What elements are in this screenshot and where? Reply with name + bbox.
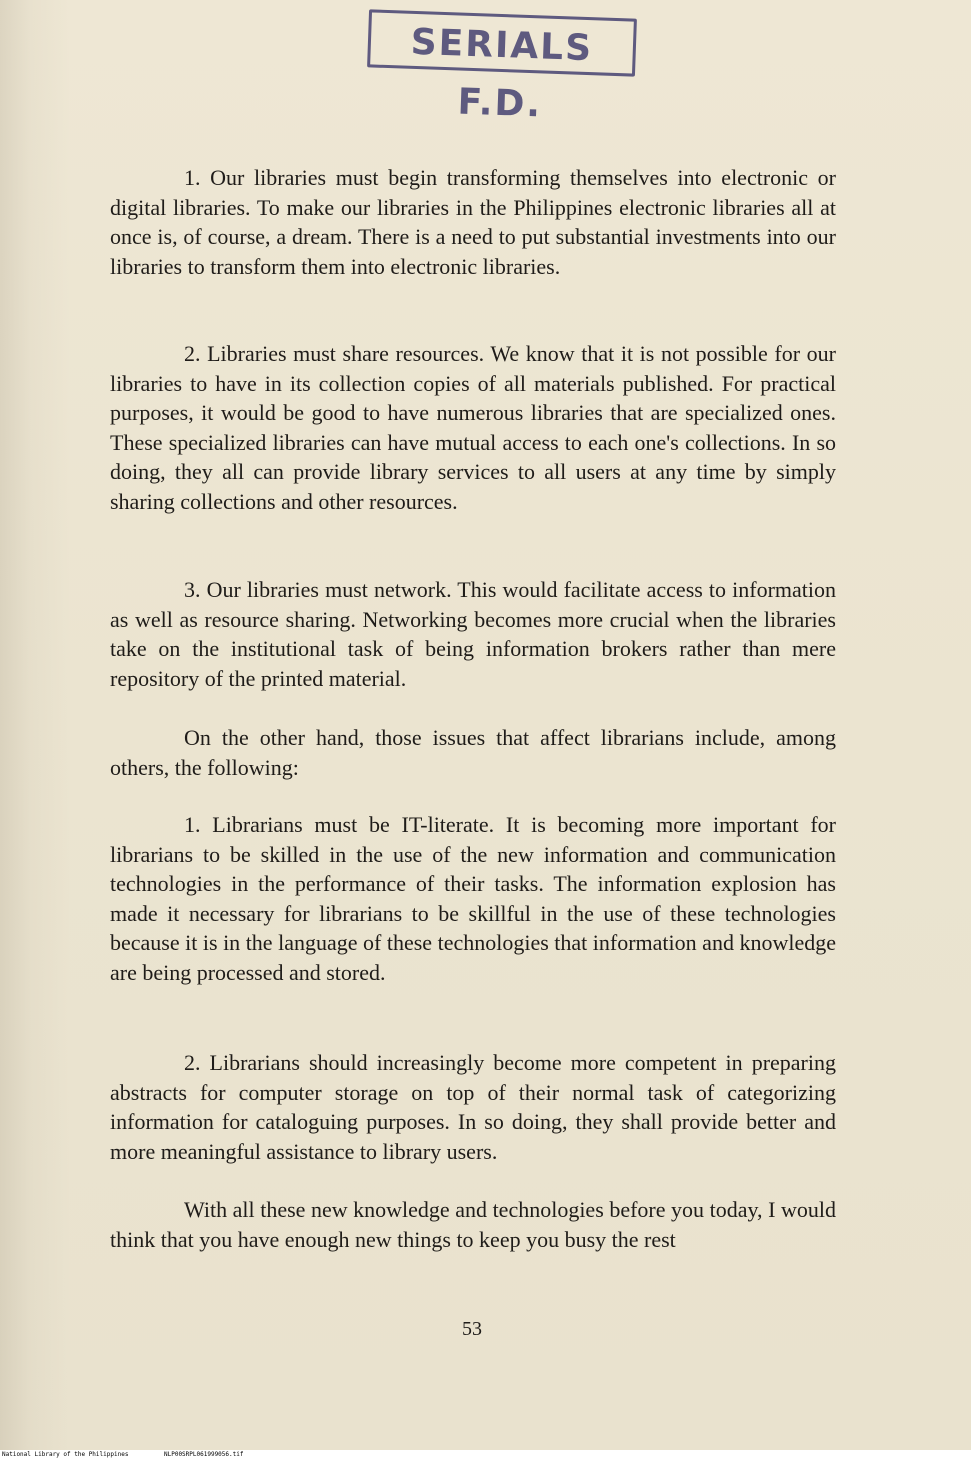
paragraph-librarian-issues-intro [110,723,836,782]
paragraph-it-literate [110,810,836,987]
footer-file-name: NLP00SRPL061999056.tif [164,1451,244,1458]
paragraph-text: 3. Our libraries must network. This would facilitate access to information as well as resource sharing. Networking becomes more crucial when the libraries take on the institutional task of being information brokers rather than mere repository of the printed material. [110,577,836,691]
paragraph-share-resources [110,339,836,516]
page-number: 53 [462,1318,482,1340]
scan-footer-bar [0,1450,971,1459]
paragraph-text: 2. Librarians should increasingly become more competent in preparing abstracts for computer storage on top of their normal task of categorizing information for cataloguing purposes. In so doing, they shall provide better and more meaningful assistance to library users. [110,1050,836,1164]
footer-library-name: National Library of the Philippines [2,1451,129,1458]
paragraph-text: 2. Libraries must share resources. We know that it is not possible for our libraries to have in its collection copies of all materials published. For practical purposes, it would be good to have numerous libraries that are specialized ones. These specialized libraries can have mutual access to each one's collections. In so doing, they all can provide library services to all users at any time by simply sharing collections and other resources. [110,341,836,514]
serials-stamp: SERIALS F.D. [367,9,637,76]
paragraph-text: On the other hand, those issues that affect librarians include, among others, the following: [110,725,836,780]
paragraph-network [110,575,836,693]
paragraph-closing [110,1195,836,1254]
paragraph-text: 1. Our libraries must begin transforming themselves into electronic or digital libraries. To make our libraries in the Philippines electronic libraries all at once is, of course, a dream. There is a need to put substantial investments into our libraries to transform them into electronic libraries. [110,165,836,279]
paragraph-text: 1. Librarians must be IT-literate. It is becoming more important for librarians to be skilled in the use of the new information and communication technologies in the performance of their tasks. The information explosion has made it necessary for librarians to be skillful in the use of these technologies because it is in the language of these technologies that information and knowledge are being processed and stored. [110,812,836,985]
paragraph-abstracts [110,1048,836,1166]
paragraph-libraries-digital [110,163,836,281]
paragraph-text: With all these new knowledge and technologies before you today, I would think that you have enough new things to keep you busy the rest [110,1197,836,1252]
